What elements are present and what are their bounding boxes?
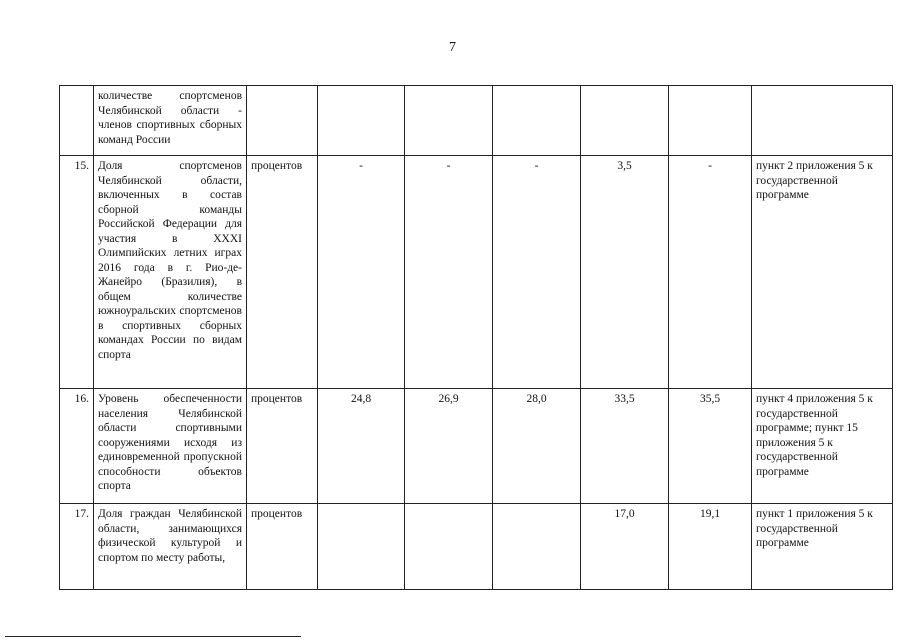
row-number: 16. [60,389,94,504]
value-cell: - [493,156,581,389]
indicator-name: Доля спортсменов Челябинской области, включенных в состав сборной команды Российской Федерации для участия в XXXI Олимпийских летних играх 2016 года в г. Рио-де-Жанейро (Бразилия), в общем количестве южноуральских спортсменов в спортивных сборных командах России по видам спорта [94,156,247,389]
value-cell: 28,0 [493,389,581,504]
value-cell: 17,0 [581,504,669,590]
value-cell: 35,5 [669,389,752,504]
source-cell: пункт 4 приложения 5 к государственной программе; пункт 15 приложения 5 к государственной программе [752,389,893,504]
value-cell [405,504,493,590]
value-cell: 26,9 [405,389,493,504]
indicator-name: Доля граждан Челябинской области, занимающихся физической культурой и спортом по месту работы, [94,504,247,590]
indicator-name: Уровень обеспеченности населения Челябинской области спортивными сооружениями исходя из единовременной пропускной способности объектов спорта [94,389,247,504]
source-cell [752,86,893,156]
unit-cell [247,86,318,156]
value-cell: - [318,156,405,389]
table-row [60,389,893,504]
row-number [60,86,94,156]
value-cell [405,86,493,156]
table-row [60,86,893,156]
source-cell: пункт 2 приложения 5 к государственной программе [752,156,893,389]
unit-cell: процентов [247,504,318,590]
value-cell [318,86,405,156]
value-cell [318,504,405,590]
value-cell: - [405,156,493,389]
row-number: 15. [60,156,94,389]
value-cell [493,86,581,156]
row-number: 17. [60,504,94,590]
footnote-separator [5,636,301,637]
unit-cell: процентов [247,389,318,504]
value-cell [669,86,752,156]
value-cell: 19,1 [669,504,752,590]
table-row [60,504,893,590]
value-cell: 33,5 [581,389,669,504]
indicators-table [59,85,893,590]
value-cell: 3,5 [581,156,669,389]
value-cell: - [669,156,752,389]
page-number: 7 [449,40,456,55]
unit-cell: процентов [247,156,318,389]
value-cell: 24,8 [318,389,405,504]
value-cell [493,504,581,590]
indicator-name: количестве спортсменов Челябинской области - членов спортивных сборных команд России [94,86,247,156]
table-row [60,156,893,389]
source-cell: пункт 1 приложения 5 к государственной программе [752,504,893,590]
value-cell [581,86,669,156]
